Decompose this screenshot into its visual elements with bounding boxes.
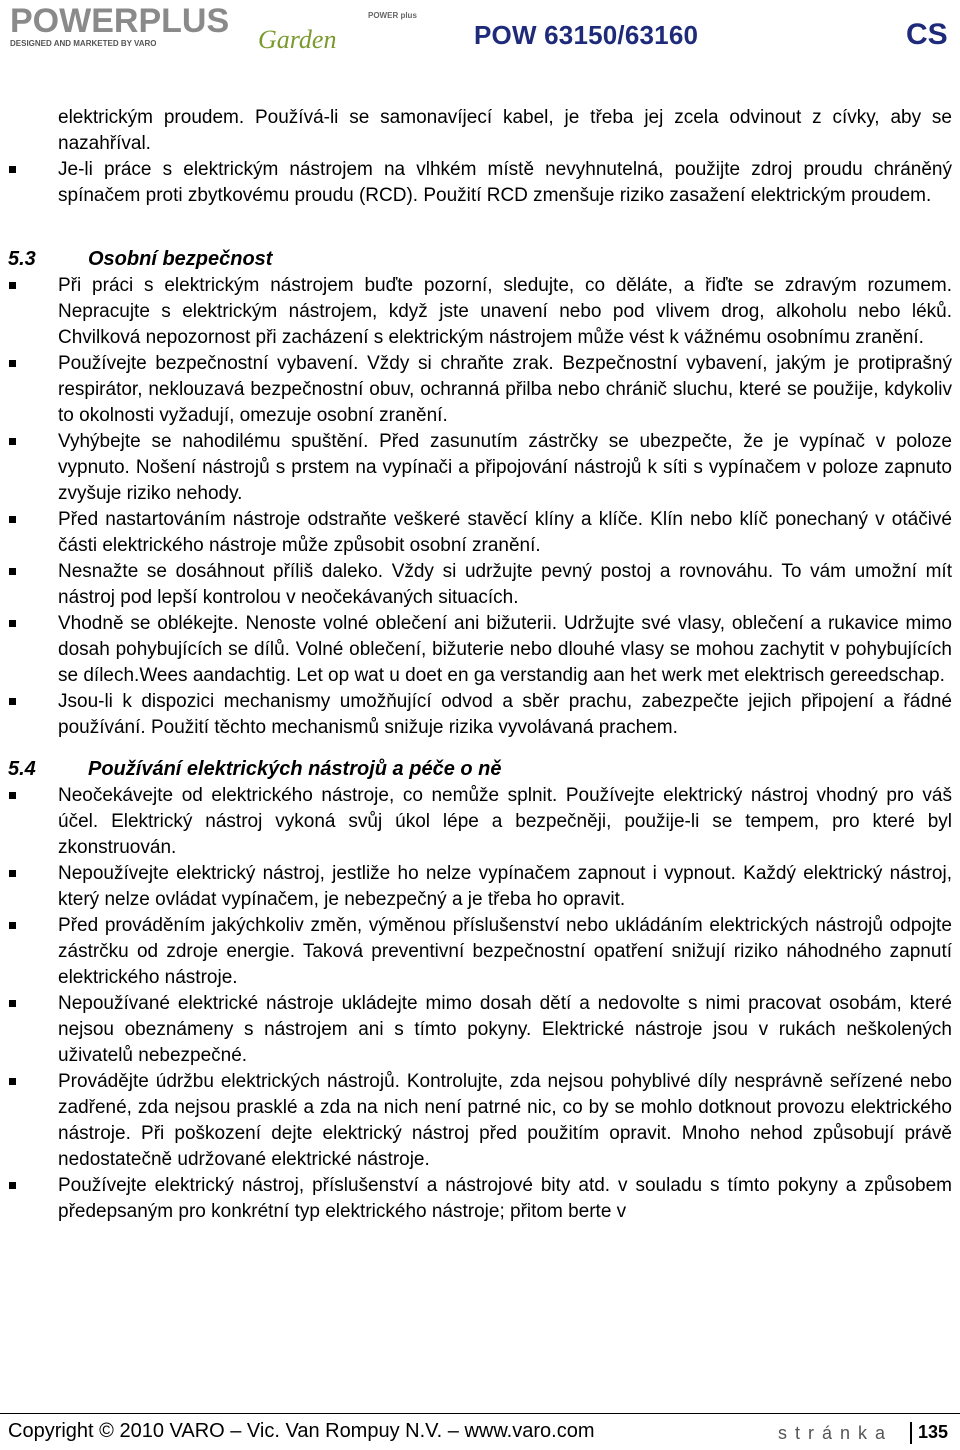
list-item-text: Neočekávejte od elektrického nástroje, co nemůže splnit. Používejte elektrický nástroj vhodný pro váš účel. Elektrický nástroj vykoná svůj úkol lépe a bezpečněji, použije-li se tempem, pro které byl zkonstruován. [58, 785, 952, 858]
bullet-icon [9, 620, 16, 627]
language-code: CS [906, 18, 948, 51]
bullet-icon [9, 166, 16, 173]
section-heading-5-3 [0, 245, 960, 273]
list-item-text: Vhodně se oblékejte. Nenoste volné oblečení ani bižuterii. Udržujte své vlasy, oblečení a rukavice mimo dosah pohybujících se dílů. Volné oblečení, bižuterie nebo dlouhé vlasy se mohou zachytit v pohybujících se dílech.Wees aandachtig. Let op wat u doet en ga verstandig aan het werk met elektrisch gereedschap. [58, 613, 952, 686]
bullet-icon [9, 1078, 16, 1085]
svg-text:POWERPLUS: POWERPLUS [10, 2, 230, 40]
bullet-icon [9, 568, 16, 575]
bullet-icon [9, 438, 16, 445]
list-item [58, 611, 952, 689]
list-item [58, 689, 952, 741]
list-item [58, 1173, 952, 1225]
list-item-text: Provádějte údržbu elektrických nástrojů. Kontrolujte, zda nejsou pohyblivé díly nesprávně seřízené nebo zadřené, zda nejsou prasklé a zda na nich není patrné nic, co by se mohlo dotknout provozu elektrického nástroje. Při poškození dejte elektrický nástroj před použitím opravit. Mnoho nehod způsobují právě nedostatečně udržované elektrické nástroje. [58, 1071, 952, 1170]
list-item-text: Před prováděním jakýchkoliv změn, výměnou příslušenství nebo ukládáním elektrických nástrojů odpojte zástrčku od zdroje energie. Taková preventivní bezpečnostní opatření snižují riziko náhodného zapnutí elektrického nástroje. [58, 915, 952, 988]
bullet-icon [9, 282, 16, 289]
bullet-icon [9, 922, 16, 929]
list-item-text: Při práci s elektrickým nástrojem buďte pozorní, sledujte, co děláte, a řiďte se zdravým rozumem. Nepracujte s elektrickým nástrojem, když jste unavení nebo pod vlivem drog, alkoholu nebo léků. Chvilková nepozornost při zacházení s elektrickým nástrojem může vést k vážnému osobnímu zranění. [58, 275, 952, 348]
page-header [0, 0, 960, 60]
section-number: 5.3 [8, 248, 36, 270]
list-item [58, 913, 952, 991]
page-content [0, 105, 960, 1225]
svg-text:POWER plus: POWER plus [368, 11, 417, 20]
section-number: 5.4 [8, 758, 36, 780]
bullet-icon [9, 870, 16, 877]
model-number: POW 63150/63160 [474, 20, 699, 50]
list-item-text: Nesnažte se dosáhnout příliš daleko. Vždy si udržujte pevný postoj a rovnováhu. To vám umožní mít nástroj pod lepší kontrolou v neočekávaných situacích. [58, 561, 952, 608]
svg-text:Garden: Garden [258, 25, 337, 54]
list-item-text: Vyhýbejte se nahodilému spuštění. Před zasunutím zástrčky se ubezpečte, že je vypínač v poloze vypnuto. Nošení nástrojů s prstem na vypínači a připojování nástrojů k síti s vypínačem v poloze zapnuto zvyšuje riziko nehody. [58, 431, 952, 504]
continued-paragraph: elektrickým proudem. Používá-li se samonavíjecí kabel, je třeba jej zcela odvinout z cívky, aby se nazahříval. [58, 107, 952, 154]
section-title: Osobní bezpečnost [88, 248, 273, 270]
list-item-text: Nepoužívané elektrické nástroje ukládejte mimo dosah dětí a nedovolte s nimi pracovat osobám, které nejsou obeznámeny s nástrojem ani s tímto pokyny. Elektrické nástroje jsou v rukách neškolených uživatelů nebezpečné. [58, 993, 952, 1066]
page-number: 135 [918, 1422, 949, 1442]
bullet-icon [9, 1000, 16, 1007]
list-item-text: Používejte elektrický nástroj, příslušenství a nástrojové bity atd. v souladu s tímto pokyny a způsobem předepsaným pro konkrétní typ elektrického nástroje; přitom berte v [58, 1175, 952, 1222]
section-title: Používání elektrických nástrojů a péče o ně [88, 758, 502, 780]
list-item [58, 559, 952, 611]
list-item [58, 507, 952, 559]
list-item [58, 861, 952, 913]
list-item [58, 783, 952, 861]
list-item-text: Nepoužívejte elektrický nástroj, jestliže ho nelze vypínačem zapnout i vypnout. Každý elektrický nástroj, který nelze ovládat vypínačem, je nebezpečný a je třeba ho opravit. [58, 863, 952, 910]
list-item [58, 1069, 952, 1173]
page-label: stránka [778, 1423, 894, 1443]
list-item [58, 351, 952, 429]
list-item-text: Jsou-li k dispozici mechanismy umožňující odvod a sběr prachu, zabezpečte jejich připojení a řádné používání. Použití těchto mechanismů snižuje rizika vyvolávaná prachem. [58, 691, 952, 738]
bullet-icon [9, 516, 16, 523]
list-item [58, 429, 952, 507]
list-item-text: Je-li práce s elektrickým nástrojem na vlhkém místě nevyhnutelná, použijte zdroj proudu chráněný spínačem proti zbytkovému proudu (RCD). Použití RCD zmenšuje riziko zasažení elektrickým proudem. [58, 159, 952, 206]
list-item [58, 273, 952, 351]
footer-divider [910, 1422, 912, 1444]
bullet-icon [9, 792, 16, 799]
bullet-icon [9, 698, 16, 705]
section-heading-5-4 [0, 755, 960, 783]
list-item-text: Používejte bezpečnostní vybavení. Vždy si chraňte zrak. Bezpečnostní vybavení, jakým je protiprašný respirátor, neklouzavá bezpečnostní obuv, ochranná přilba nebo chránič sluchu, které se použije, kdykoliv to okolnosti vyžadují, omezuje osobní zranění. [58, 353, 952, 426]
svg-text:DESIGNED AND MARKETED BY VARO: DESIGNED AND MARKETED BY VARO [10, 39, 157, 48]
list-item [58, 157, 952, 209]
copyright-text: Copyright © 2010 VARO – Vic. Van Rompuy N.V. – www.varo.com [8, 1420, 595, 1442]
powerplus-garden-logo [10, 2, 417, 54]
list-item [58, 991, 952, 1069]
page-footer [0, 1413, 960, 1450]
bullet-icon [9, 1182, 16, 1189]
list-item-text: Před nastartováním nástroje odstraňte veškeré stavěcí klíny a klíče. Klín nebo klíč ponechaný v otáčivé části elektrického nástroje může způsobit osobní zranění. [58, 509, 952, 556]
bullet-icon [9, 360, 16, 367]
